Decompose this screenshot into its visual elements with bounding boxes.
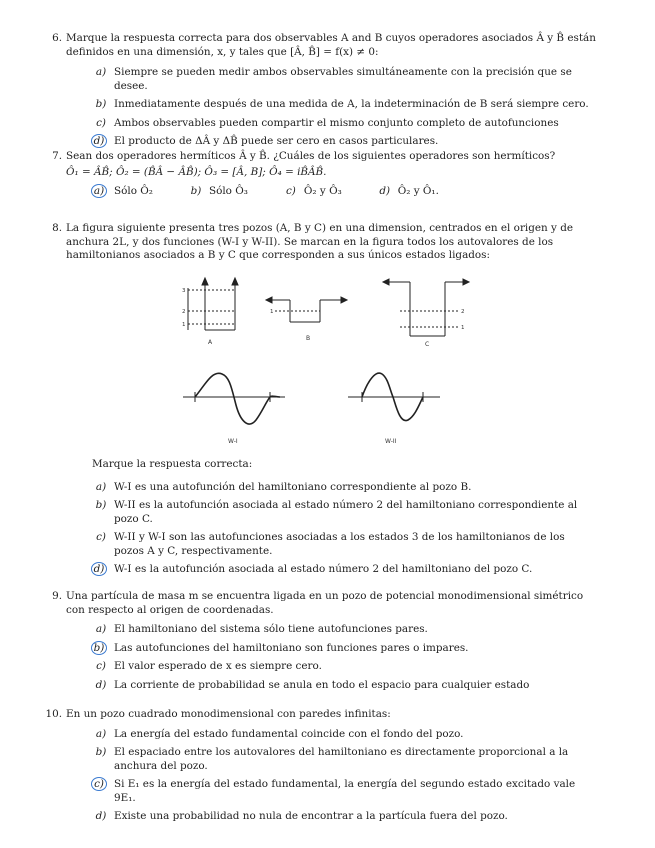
question-9 <box>52 590 596 697</box>
option-label-circled: b) <box>91 641 107 655</box>
question-10 <box>45 708 596 829</box>
option-text: Ambos observables pueden compartir el mismo conjunto completo de autofunciones <box>114 116 559 129</box>
wave-1-label: W-I <box>228 438 238 445</box>
question-number: 10. <box>45 708 62 720</box>
option-text: Sólo Ô₂ <box>114 185 153 197</box>
option-label: c) <box>285 185 296 197</box>
option-text: El hamiltoniano del sistema sólo tiene autofunciones pares. <box>114 623 428 635</box>
well-b <box>266 297 347 322</box>
well-c <box>383 279 469 336</box>
option-text: Si E₁ es la energía del estado fundamental, la energía del segundo estado excitado vale 9E₁. <box>114 778 576 804</box>
option-text: W-I es la autofunción asociada al estado número 2 del hamiltoniano del pozo C. <box>114 563 533 575</box>
answer-prompt: Marque la respuesta correcta: <box>92 458 253 470</box>
arrow-up-icon <box>202 278 208 285</box>
option-c[interactable] <box>92 778 596 805</box>
arrow-left-icon <box>266 297 272 303</box>
question-number: 8. <box>52 222 62 234</box>
question-number: 6. <box>52 32 62 44</box>
option-text: Inmediatamente después de una medida de A, la indeterminación de B será siempre cero. <box>114 98 589 110</box>
option-label: d) <box>379 185 391 197</box>
option-label-circled: d) <box>91 562 107 576</box>
well-a-tick-1: 1 <box>182 322 186 328</box>
option-text: Existe una probabilidad no nula de encontrar a la partícula fuera del pozo. <box>114 810 508 822</box>
arrow-left-icon <box>383 279 389 285</box>
option-label: c) <box>96 531 106 543</box>
option-text: Sólo Ô₃ <box>208 185 248 197</box>
option-label: a) <box>95 727 107 740</box>
option-text: Ô₂ y Ô₃ <box>303 185 342 197</box>
arrow-up-icon <box>232 278 238 285</box>
arrow-right-icon <box>341 297 347 303</box>
wave-1-curve <box>195 373 280 424</box>
option-label-circled: c) <box>91 777 107 791</box>
operator-definitions: Ô₁ = ÂB̂; Ô₂ = (B̂Â − ÂB̂); Ô₃ = [Â, B]; Ô₄ = iB̂ÂB̂. <box>66 165 327 178</box>
question-number: 7. <box>52 150 62 162</box>
option-text: La corriente de probabilidad se anula en todo el espacio para cualquier estado <box>114 678 530 691</box>
question-number: 9. <box>52 590 62 602</box>
well-a-tick-3: 3 <box>182 288 186 294</box>
well-b-tick-1: 1 <box>270 309 274 315</box>
option-label: b) <box>190 185 202 197</box>
option-text: El espaciado entre los autovalores del hamiltoniano es directamente proporcional a la anchura del pozo. <box>114 746 569 772</box>
option-c[interactable] <box>92 531 596 558</box>
option-d[interactable] <box>92 810 596 824</box>
question-text: Una partícula de masa m se encuentra ligada en un pozo de potencial monodimensional simétrico con respecto al origen de coordenadas. <box>66 590 584 616</box>
option-label: a) <box>95 623 107 635</box>
option-b[interactable] <box>92 499 596 526</box>
arrow-right-icon <box>463 279 469 285</box>
wave-1 <box>183 373 285 424</box>
option-a[interactable] <box>92 623 596 637</box>
option-text: El valor esperado de x es siempre cero. <box>114 660 322 672</box>
well-c-tick-1: 1 <box>461 325 465 331</box>
option-text: Siempre se pueden medir ambos observables simultáneamente con la precisión que se desee. <box>114 66 572 92</box>
option-text: W-II es la autofunción asociada al estado número 2 del hamiltoniano correspondiente al pozo C. <box>114 499 578 525</box>
option-d[interactable] <box>92 679 596 693</box>
option-b[interactable] <box>92 642 596 656</box>
option-label: b) <box>95 98 107 110</box>
option-label: c) <box>96 116 106 129</box>
option-label-circled: a) <box>91 184 107 198</box>
option-label: a) <box>95 480 107 493</box>
option-text: La energía del estado fundamental coincide con el fondo del pozo. <box>114 727 464 740</box>
option-label: b) <box>95 746 107 758</box>
option-a[interactable] <box>92 728 596 742</box>
question-text: En un pozo cuadrado monodimensional con paredes infinitas: <box>66 708 391 720</box>
option-d[interactable] <box>92 563 596 577</box>
well-b-label: B <box>306 335 311 342</box>
question-8-answers <box>66 458 596 582</box>
well-a <box>188 278 238 330</box>
question-text: Marque la respuesta correcta para dos observables A and B cuyos operadores asociados Â y B̂ están definidos en una dimensión, x, y tales que [Â, B̂] = f(x) ≠ 0: <box>66 32 596 58</box>
option-label: d) <box>95 678 107 691</box>
option-text: Ô₂ y Ô₁. <box>397 185 439 197</box>
option-b[interactable] <box>92 746 596 773</box>
option-label: a) <box>95 66 107 78</box>
option-label: c) <box>96 660 106 672</box>
well-a-tick-2: 2 <box>182 309 186 315</box>
well-c-tick-2: 2 <box>461 309 465 315</box>
well-c-label: C <box>425 341 430 348</box>
option-text: W-II y W-I son las autofunciones asociadas a los estados 3 de los hamiltonianos de los pozos A y C, respectivamente. <box>114 531 565 557</box>
option-text: Las autofunciones del hamiltoniano son funciones pares o impares. <box>114 641 469 654</box>
option-label: b) <box>95 499 107 511</box>
option-text: W-I es una autofunción del hamiltoniano correspondiente al pozo B. <box>114 480 472 493</box>
option-text: El producto de ΔÂ y ΔB̂ puede ser cero en casos particulares. <box>114 135 439 147</box>
option-c[interactable] <box>92 660 596 674</box>
well-a-label: A <box>208 339 213 346</box>
option-label: d) <box>95 810 107 822</box>
question-text: La figura siguiente presenta tres pozos (A, B y C) en una dimension, centrados en el origen y de anchura 2L, y dos funciones (W-I y W-II). Se marcan en la figura todos los autovalores de los hamiltonianos asociados a B y C que corresponden a sus únicos estados ligados: <box>66 222 574 261</box>
question-text: Sean dos operadores hermíticos Â y B̂. ¿Cuáles de los siguientes operadores son hermíticos? <box>66 150 556 162</box>
option-label-circled: d) <box>91 134 107 148</box>
option-a[interactable] <box>92 481 596 495</box>
wave-2 <box>348 373 440 420</box>
wave-2-label: W-II <box>385 438 397 445</box>
